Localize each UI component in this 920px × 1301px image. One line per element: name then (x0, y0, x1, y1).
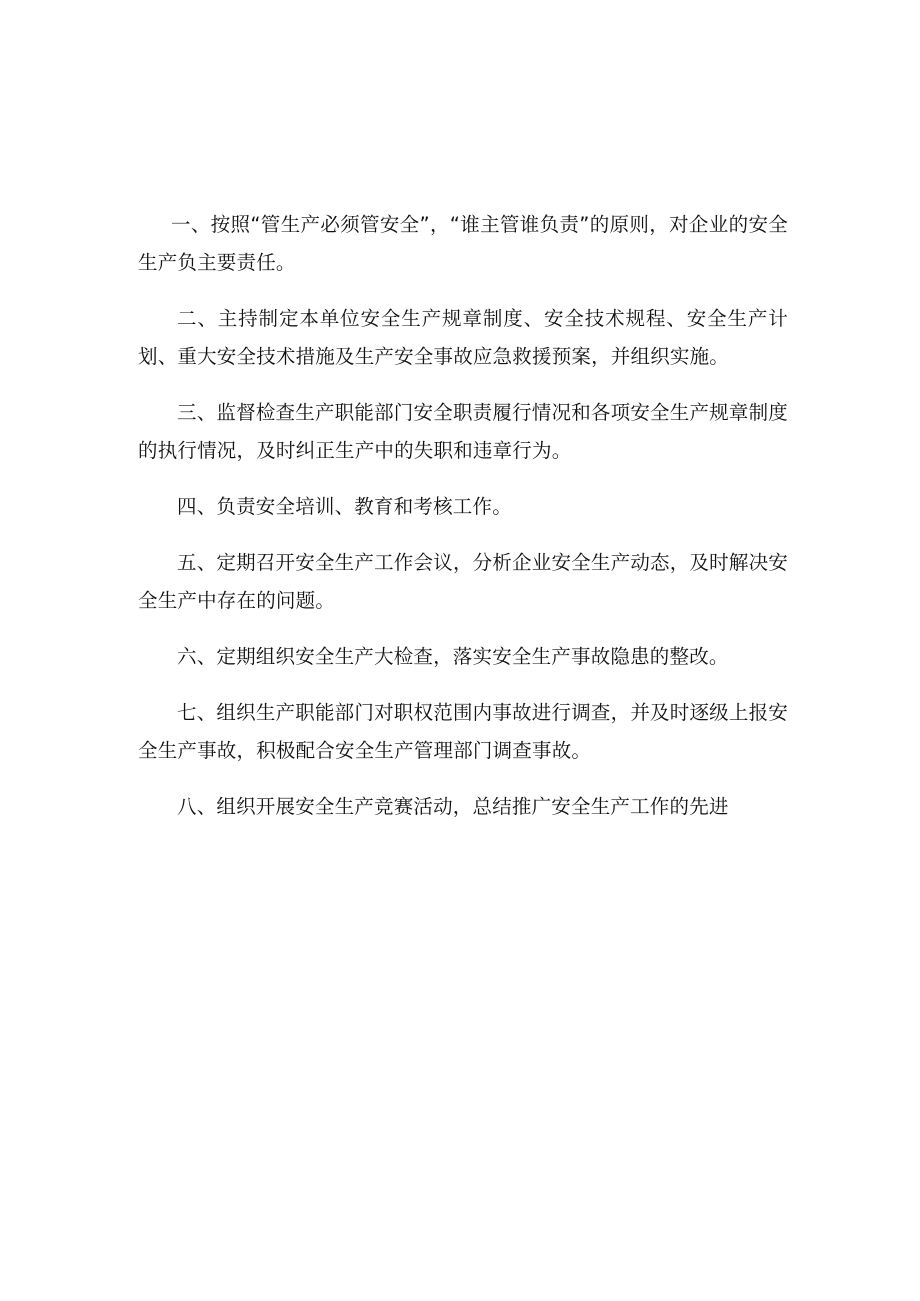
paragraph-7: 七、组织生产职能部门对职权范围内事故进行调查，并及时逐级上报安全生产事故，积极配合安全生产管理部门调查事故。 (138, 701, 788, 762)
paragraph-5: 五、定期召开安全生产工作会议，分析企业安全生产动态，及时解决安全生产中存在的问题。 (138, 551, 788, 612)
paragraph-8: 八、组织开展安全生产竞赛活动，总结推广安全生产工作的先进 (177, 795, 729, 818)
paragraph-4: 四、负责安全培训、教育和考核工作。 (177, 495, 512, 518)
paragraph-6: 六、定期组织安全生产大检查，落实安全生产事故隐患的整改。 (177, 645, 729, 668)
paragraph-1: 一、按照“管生产必须管安全”，“谁主管谁负责”的原则，对企业的安全生产负主要责任。 (138, 213, 788, 274)
paragraph-2: 二、主持制定本单位安全生产规章制度、安全技术规程、安全生产计划、重大安全技术措施及生产安全事故应急救援预案，并组织实施。 (138, 307, 788, 368)
document-body (138, 206, 788, 844)
paragraph-3: 三、监督检查生产职能部门安全职责履行情况和各项安全生产规章制度的执行情况，及时纠正生产中的失职和违章行为。 (138, 401, 788, 462)
